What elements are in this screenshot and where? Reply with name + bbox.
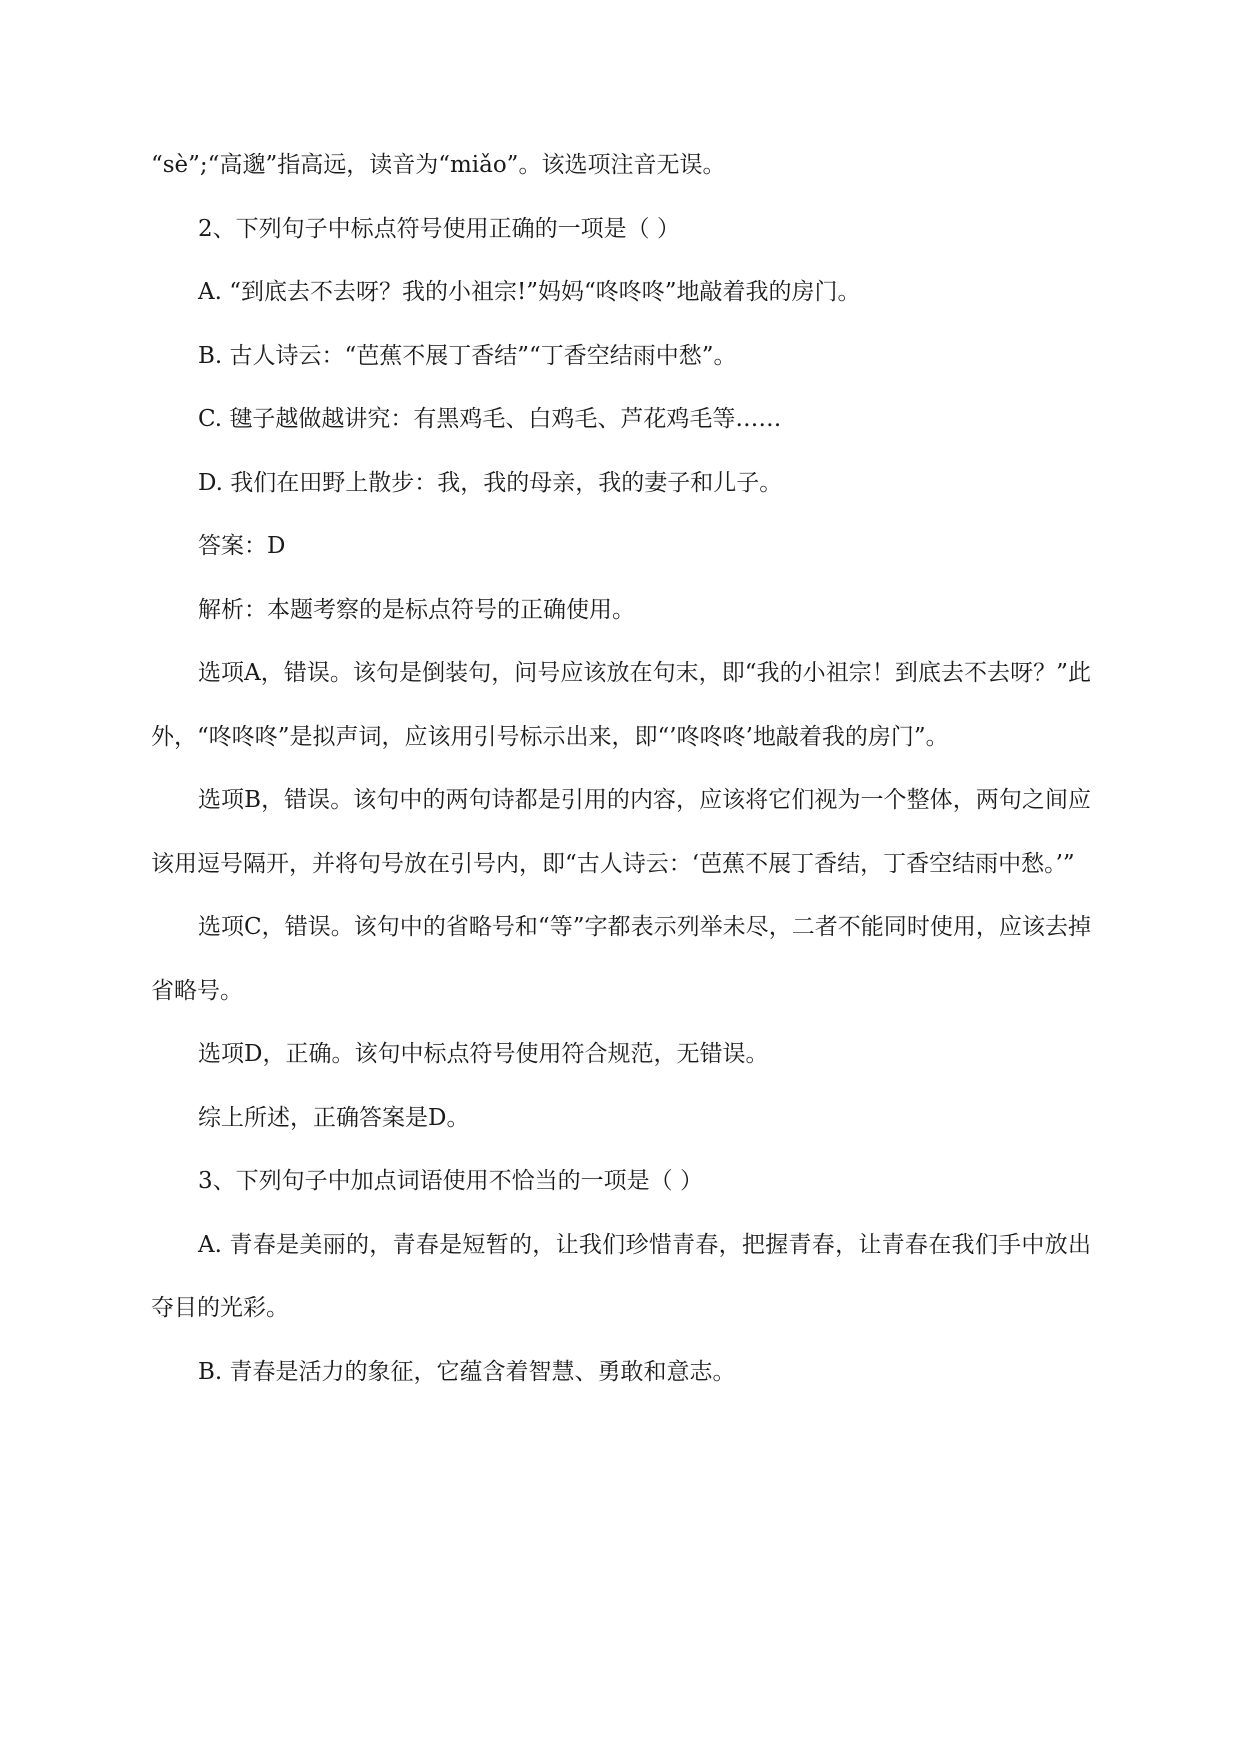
question-3-option-a: A. 青春是美丽的，青春是短暂的，让我们珍惜青春，把握青春，让青春在我们手中放出夺目的光彩。 (151, 1231, 1091, 1321)
question-2-analysis-d: 选项D，正确。该句中标点符号使用符合规范，无错误。 (198, 1041, 769, 1067)
question-2-analysis-a: 选项A，错误。该句是倒装句，问号应该放在句末，即“我的小祖宗！到底去不去呀？”此外，“咚咚咚”是拟声词，应该用引号标示出来，即“’咚咚咚’地敲着我的房门”。 (151, 660, 1091, 750)
question-2-analysis-b: 选项B，错误。该句中的两句诗都是引用的内容，应该将它们视为一个整体，两句之间应该用逗号隔开，并将句号放在引号内，即“古人诗云：‘芭蕉不展丁香结，丁香空结雨中愁。’” (151, 787, 1091, 877)
question-2-option-c: C. 毽子越做越讲究：有黑鸡毛、白鸡毛、芦花鸡毛等…… (198, 406, 782, 432)
question-2-conclusion: 综上所述，正确答案是D。 (198, 1104, 470, 1131)
question-2-option-a: A. “到底去不去呀？我的小祖宗!”妈妈“咚咚咚”地敲着我的房门。 (198, 279, 861, 305)
question-2-option-d: D. 我们在田野上散步：我，我的母亲，我的妻子和儿子。 (198, 469, 783, 496)
question-2-option-b: B. 古人诗云：“芭蕉不展丁香结”“丁香空结雨中愁”。 (198, 342, 737, 369)
question-2-analysis-intro: 解析：本题考察的是标点符号的正确使用。 (198, 596, 635, 623)
question-2-stem: 2、下列句子中标点符号使用正确的一项是（ ） (198, 215, 680, 242)
question-3-stem: 3、下列句子中加点词语使用不恰当的一项是（ ） (198, 1168, 703, 1194)
question-2-analysis-c: 选项C，错误。该句中的省略号和“等”字都表示列举未尽，二者不能同时使用，应该去掉省略号。 (151, 914, 1091, 1004)
paragraph-pinyin-note: “sè”;“高邈”指高远，读音为“miǎo”。该选项注音无误。 (151, 152, 726, 178)
question-2-answer: 答案：D (198, 533, 286, 559)
document-body (151, 134, 1091, 1404)
question-3-option-b: B. 青春是活力的象征，它蕴含着智慧、勇敢和意志。 (198, 1358, 736, 1385)
